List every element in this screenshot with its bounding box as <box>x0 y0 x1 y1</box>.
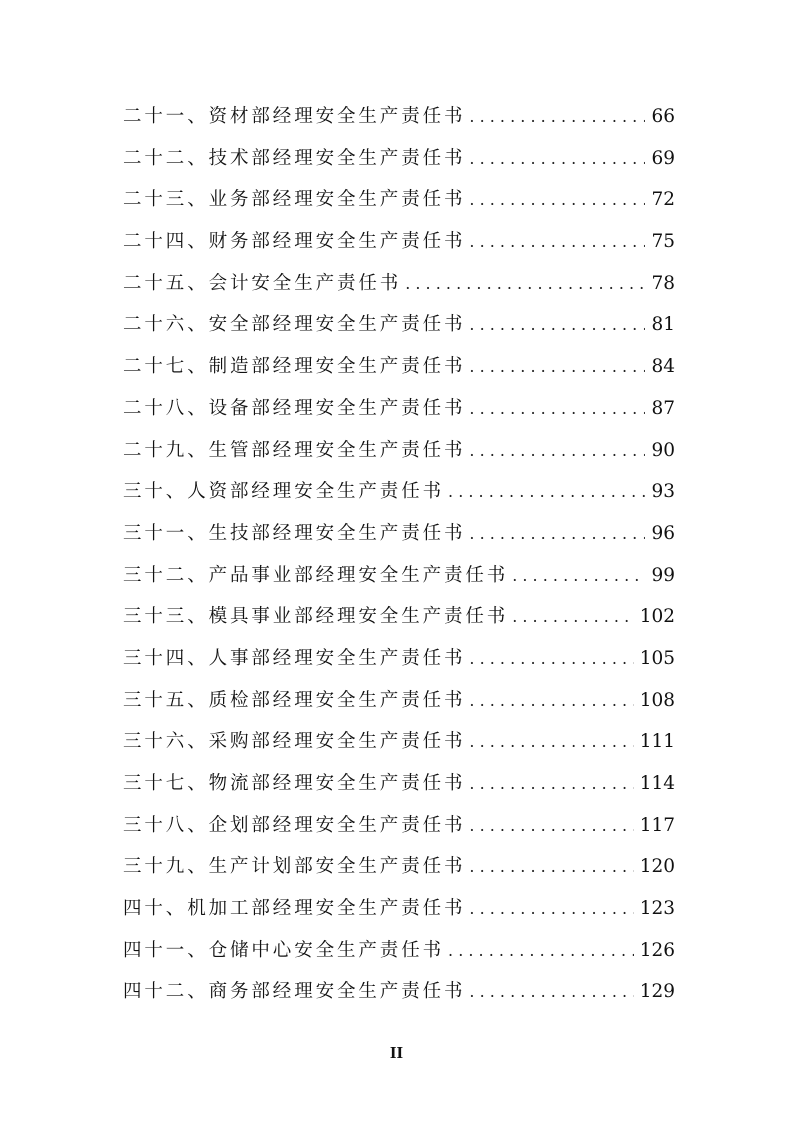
toc-entry-page: 69 <box>651 147 675 169</box>
toc-entry-title: 三十五、质检部经理安全生产责任书 <box>123 689 466 711</box>
toc-entry[interactable] <box>123 221 675 263</box>
dot-leader <box>469 763 633 805</box>
toc-entry-title: 二十七、制造部经理安全生产责任书 <box>123 356 466 378</box>
toc-entry-title: 四十二、商务部经理安全生产责任书 <box>123 981 466 1003</box>
toc-entry-page: 105 <box>639 647 675 669</box>
toc-entry[interactable] <box>123 971 675 1013</box>
dot-leader <box>469 346 645 388</box>
dot-leader <box>469 638 633 680</box>
toc-entry-page: 123 <box>639 898 675 920</box>
toc-entry-page: 96 <box>651 522 675 544</box>
dot-leader <box>512 555 645 597</box>
toc-entry-title: 二十九、生管部经理安全生产责任书 <box>123 439 466 461</box>
toc-entry-title: 二十六、安全部经理安全生产责任书 <box>123 314 466 336</box>
toc-entry-page: 117 <box>639 814 675 836</box>
dot-leader <box>469 430 645 472</box>
toc-entry-title: 四十、机加工部经理安全生产责任书 <box>123 898 466 920</box>
toc-entry-title: 四十一、仓储中心安全生产责任书 <box>123 939 445 961</box>
toc-entry[interactable] <box>123 263 675 305</box>
toc-entry[interactable] <box>123 596 675 638</box>
toc-entry-page: 99 <box>651 564 675 586</box>
toc-entry-page: 81 <box>651 314 675 336</box>
toc-entry-title: 三十九、生产计划部安全生产责任书 <box>123 856 466 878</box>
toc-entry-title: 三十七、物流部经理安全生产责任书 <box>123 773 466 794</box>
dot-leader <box>469 304 645 346</box>
toc-entry-page: 120 <box>639 856 675 878</box>
dot-leader <box>469 221 645 263</box>
toc-entry-page: 108 <box>639 689 675 711</box>
toc-entry-title: 三十一、生技部经理安全生产责任书 <box>123 522 466 544</box>
dot-leader <box>512 596 633 638</box>
dot-leader <box>469 680 633 722</box>
toc-entry-title: 二十八、设备部经理安全生产责任书 <box>123 397 466 419</box>
toc-entry-page: 111 <box>639 731 675 753</box>
dot-leader <box>469 888 633 930</box>
toc-entry-page: 102 <box>639 606 675 628</box>
toc-entry[interactable] <box>123 138 675 180</box>
dot-leader <box>469 513 645 555</box>
toc-entry-title: 三十三、模具事业部经理安全生产责任书 <box>123 606 509 628</box>
dot-leader <box>469 805 633 847</box>
toc-entry[interactable] <box>123 304 675 346</box>
toc-entry[interactable] <box>123 763 675 805</box>
toc-entry-title: 三十二、产品事业部经理安全生产责任书 <box>123 564 509 586</box>
toc-entry-title: 二十四、财务部经理安全生产责任书 <box>123 231 466 253</box>
toc-entry[interactable] <box>123 430 675 472</box>
toc-entry-title: 二十三、业务部经理安全生产责任书 <box>123 189 466 211</box>
dot-leader <box>448 471 645 513</box>
toc-entry[interactable] <box>123 346 675 388</box>
toc-entry[interactable] <box>123 96 675 138</box>
toc-entry-title: 三十四、人事部经理安全生产责任书 <box>123 647 466 669</box>
dot-leader <box>469 971 633 1013</box>
toc-entry[interactable] <box>123 805 675 847</box>
dot-leader <box>469 846 633 888</box>
toc-entry-title: 二十五、会计安全生产责任书 <box>123 272 402 294</box>
toc-entry[interactable] <box>123 638 675 680</box>
toc-entry-page: 114 <box>639 773 675 794</box>
toc-entry[interactable] <box>123 721 675 763</box>
dot-leader <box>469 138 645 180</box>
toc-entry-page: 84 <box>651 356 675 378</box>
toc-entry-title: 二十二、技术部经理安全生产责任书 <box>123 147 466 169</box>
toc-entry[interactable] <box>123 471 675 513</box>
toc-entry-page: 66 <box>651 106 675 127</box>
dot-leader <box>469 179 645 221</box>
toc-entry-title: 三十六、采购部经理安全生产责任书 <box>123 731 466 753</box>
toc-entry[interactable] <box>123 846 675 888</box>
dot-leader <box>448 930 634 972</box>
toc-entry[interactable] <box>123 388 675 430</box>
toc-entry-page: 87 <box>651 397 675 419</box>
toc-entry-page: 90 <box>651 439 675 461</box>
toc-entry[interactable] <box>123 179 675 221</box>
toc-entry[interactable] <box>123 513 675 555</box>
toc-entry[interactable] <box>123 888 675 930</box>
toc-entry-page: 129 <box>639 981 675 1003</box>
toc-entry-page: 75 <box>651 231 675 253</box>
toc-entry-page: 126 <box>639 939 675 961</box>
toc-entry-title: 二十一、资材部经理安全生产责任书 <box>123 106 466 127</box>
toc-entry-page: 72 <box>651 189 675 211</box>
dot-leader <box>469 388 645 430</box>
toc-entry[interactable] <box>123 930 675 972</box>
page-number: II <box>389 1043 404 1062</box>
dot-leader <box>469 721 633 763</box>
dot-leader <box>405 263 645 305</box>
toc-entry-page: 93 <box>651 481 675 503</box>
dot-leader <box>469 96 645 138</box>
toc-entry[interactable] <box>123 555 675 597</box>
toc-entry[interactable] <box>123 680 675 722</box>
toc-entry-title: 三十、人资部经理安全生产责任书 <box>123 481 445 503</box>
toc-entry-title: 三十八、企划部经理安全生产责任书 <box>123 814 466 836</box>
toc-entry-page: 78 <box>651 272 675 294</box>
table-of-contents <box>123 96 675 1013</box>
